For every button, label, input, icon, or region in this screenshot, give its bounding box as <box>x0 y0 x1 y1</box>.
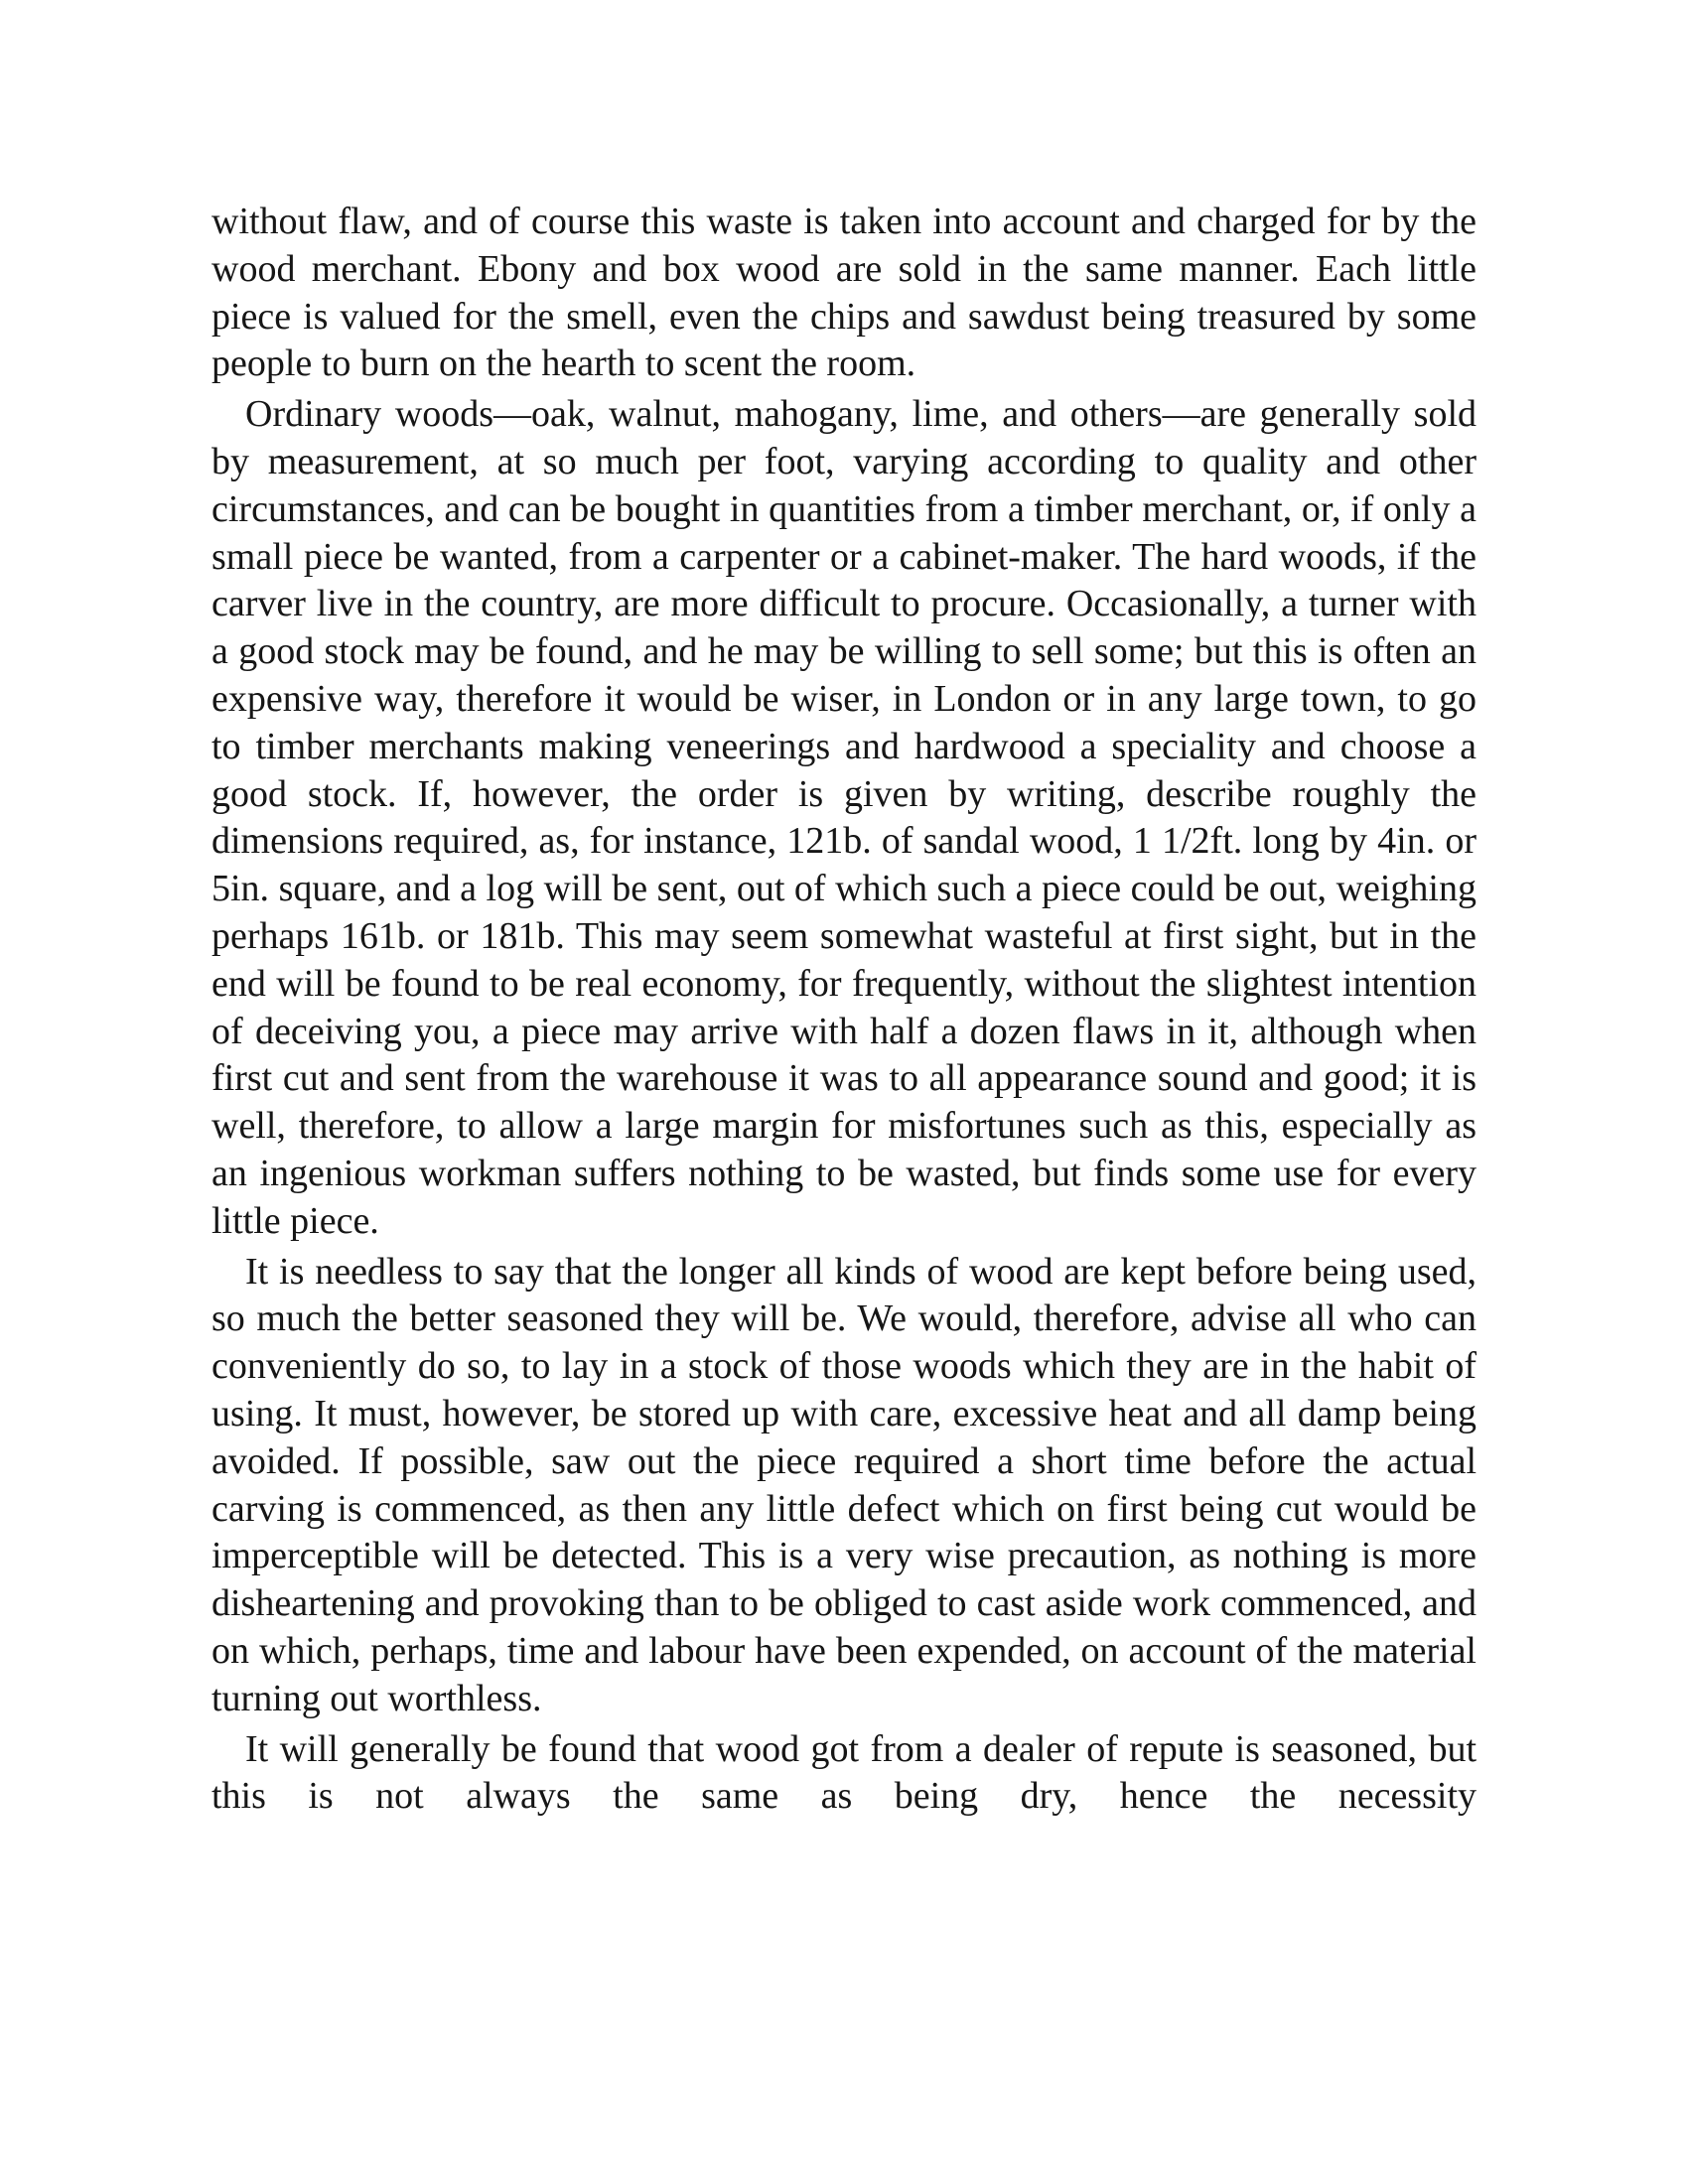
paragraph-2: Ordinary woods—oak, walnut, mahogany, lime, and others—are generally sold by measurement, at so much per foot, varying according to quality and other circumstances, and can be bought in quantities from a timber merchant, or, if only a small piece be wanted, from a carpenter or a cabinet-maker. The hard woods, if the carver live in the country, are more difficult to procure. Occasionally, a turner with a good stock may be found, and he may be willing to sell some; but this is often an expensive way, therefore it would be wiser, in London or in any large town, to go to timber merchants making veneerings and hardwood a speciality and choose a good stock. If, however, the order is given by writing, describe roughly the dimensions required, as, for instance, 121b. of sandal wood, 1 1/2ft. long by 4in. or 5in. square, and a log will be sent, out of which such a piece could be out, weighing perhaps 161b. or 181b. This may seem somewhat wasteful at first sight, but in the end will be found to be real economy, for frequently, without the slightest intention of deceiving you, a piece may arrive with half a dozen flaws in it, although when first cut and sent from the warehouse it was to all appearance sound and good; it is well, therefore, to allow a large margin for misfortunes such as this, especially as an ingenious workman suffers nothing to be wasted, but finds some use for every little piece. <box>211 393 1477 1242</box>
paragraph-3: It is needless to say that the longer all kinds of wood are kept before being used, so much the better seasoned they will be. We would, therefore, advise all who can conveniently do so, to lay in a stock of those woods which they are in the habit of using. It must, however, be stored up with care, excessive heat and all damp being avoided. If possible, saw out the piece required a short time before the actual carving is commenced, as then any little defect which on first being cut would be imperceptible will be detected. This is a very wise precaution, as nothing is more disheartening and provoking than to be obliged to cast aside work commenced, and on which, perhaps, time and labour have been expended, on account of the material turning out worthless. <box>211 1250 1477 1719</box>
paragraph-1: without flaw, and of course this waste is taken into account and charged for by the wood merchant. Ebony and box wood are sold in the same manner. Each little piece is valued for the smell, even the chips and sawdust being treasured by some people to burn on the hearth to scent the room. <box>211 201 1477 385</box>
page-body <box>211 199 1477 1824</box>
paragraph-4: It will generally be found that wood got from a dealer of repute is seasoned, but this is not always the same as being dry, hence the necessity <box>211 1727 1477 1818</box>
